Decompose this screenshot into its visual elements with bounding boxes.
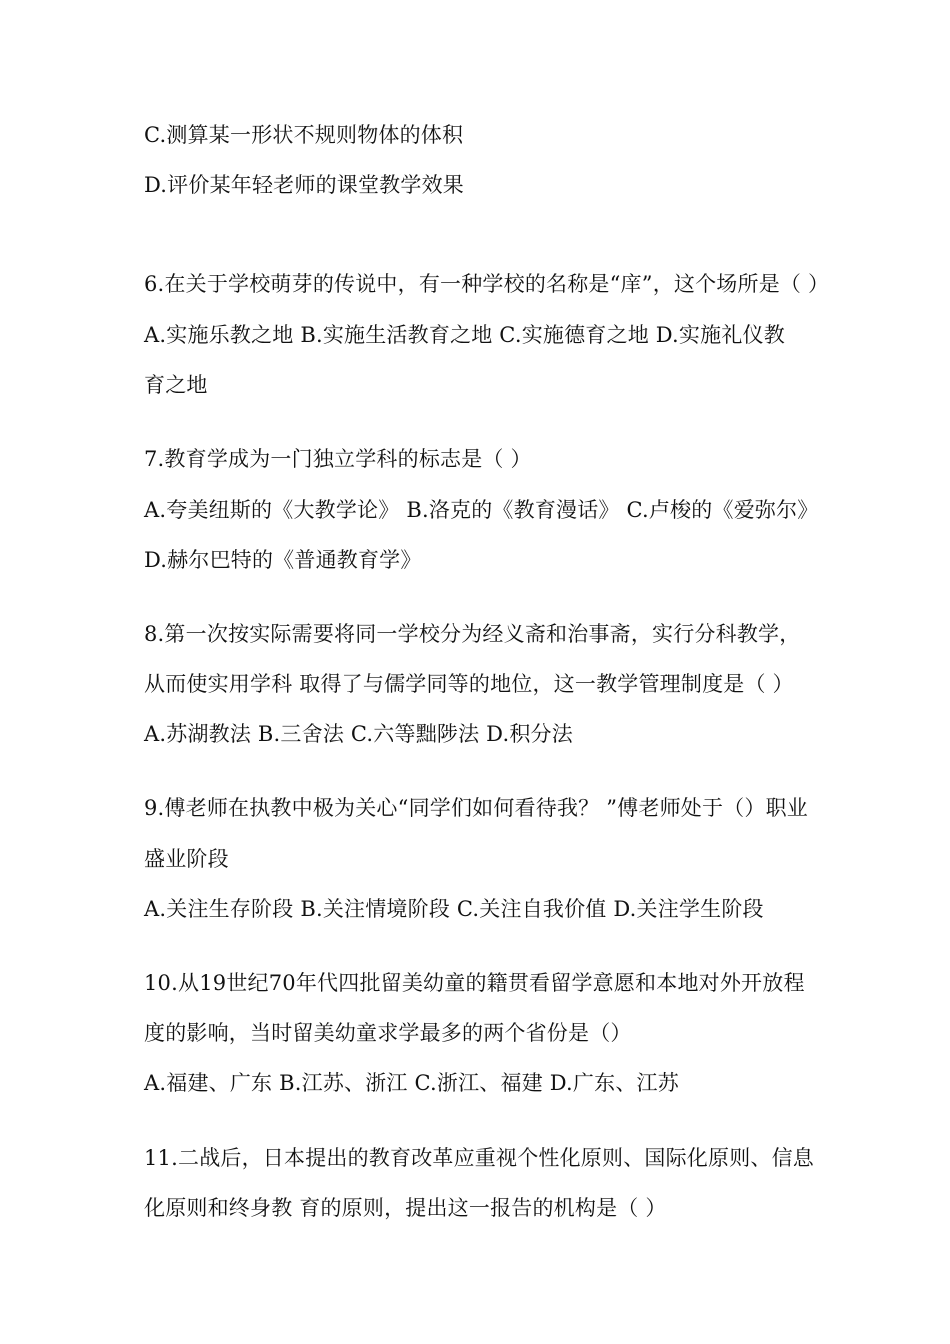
question-8-stem-cont: 从而使实用学科 取得了与儒学同等的地位，这一教学管理制度是（ ）: [144, 672, 794, 696]
option-c-q5: C.测算某一形状不规则物体的体积: [144, 123, 464, 147]
question-6-options-cont: 育之地: [144, 373, 208, 397]
question-11-stem-cont: 化原则和终身教 育的原则，提出这一报告的机构是（ ）: [144, 1196, 667, 1220]
question-9-stem: 9.傅老师在执教中极为关心“同学们如何看待我？ ”傅老师处于（）职业: [144, 796, 808, 820]
question-9-stem-cont: 盛业阶段: [144, 847, 229, 871]
question-9-options: A.关注生存阶段 B.关注情境阶段 C.关注自我价值 D.关注学生阶段: [144, 897, 764, 921]
question-7-options: A.夸美纽斯的《大教学论》 B.洛克的《教育漫话》 C.卢梭的《爱弥尔》: [144, 498, 819, 522]
question-10-stem: 10.从19世纪70年代四批留美幼童的籍贯看留学意愿和本地对外开放程: [144, 971, 805, 995]
question-7-stem: 7.教育学成为一门独立学科的标志是（ ）: [144, 447, 532, 471]
option-d-q5: D.评价某年轻老师的课堂教学效果: [144, 173, 464, 197]
question-6-options: A.实施乐教之地 B.实施生活教育之地 C.实施德育之地 D.实施礼仪教: [144, 323, 785, 347]
question-7-options-cont: D.赫尔巴特的《普通教育学》: [144, 548, 422, 572]
question-10-options: A.福建、广东 B.江苏、浙江 C.浙江、福建 D.广东、江苏: [144, 1071, 679, 1095]
question-10-stem-cont: 度的影响，当时留美幼童求学最多的两个省份是（）: [144, 1021, 632, 1045]
question-8-stem: 8.第一次按实际需要将同一学校分为经义斋和治事斋，实行分科教学，: [144, 622, 801, 646]
question-11-stem: 11.二战后，日本提出的教育改革应重视个性化原则、国际化原则、信息: [144, 1146, 814, 1170]
question-6-stem: 6.在关于学校萌芽的传说中，有一种学校的名称是“庠”，这个场所是（ ）: [144, 272, 830, 296]
question-8-options: A.苏湖教法 B.三舍法 C.六等黜陟法 D.积分法: [144, 722, 573, 746]
